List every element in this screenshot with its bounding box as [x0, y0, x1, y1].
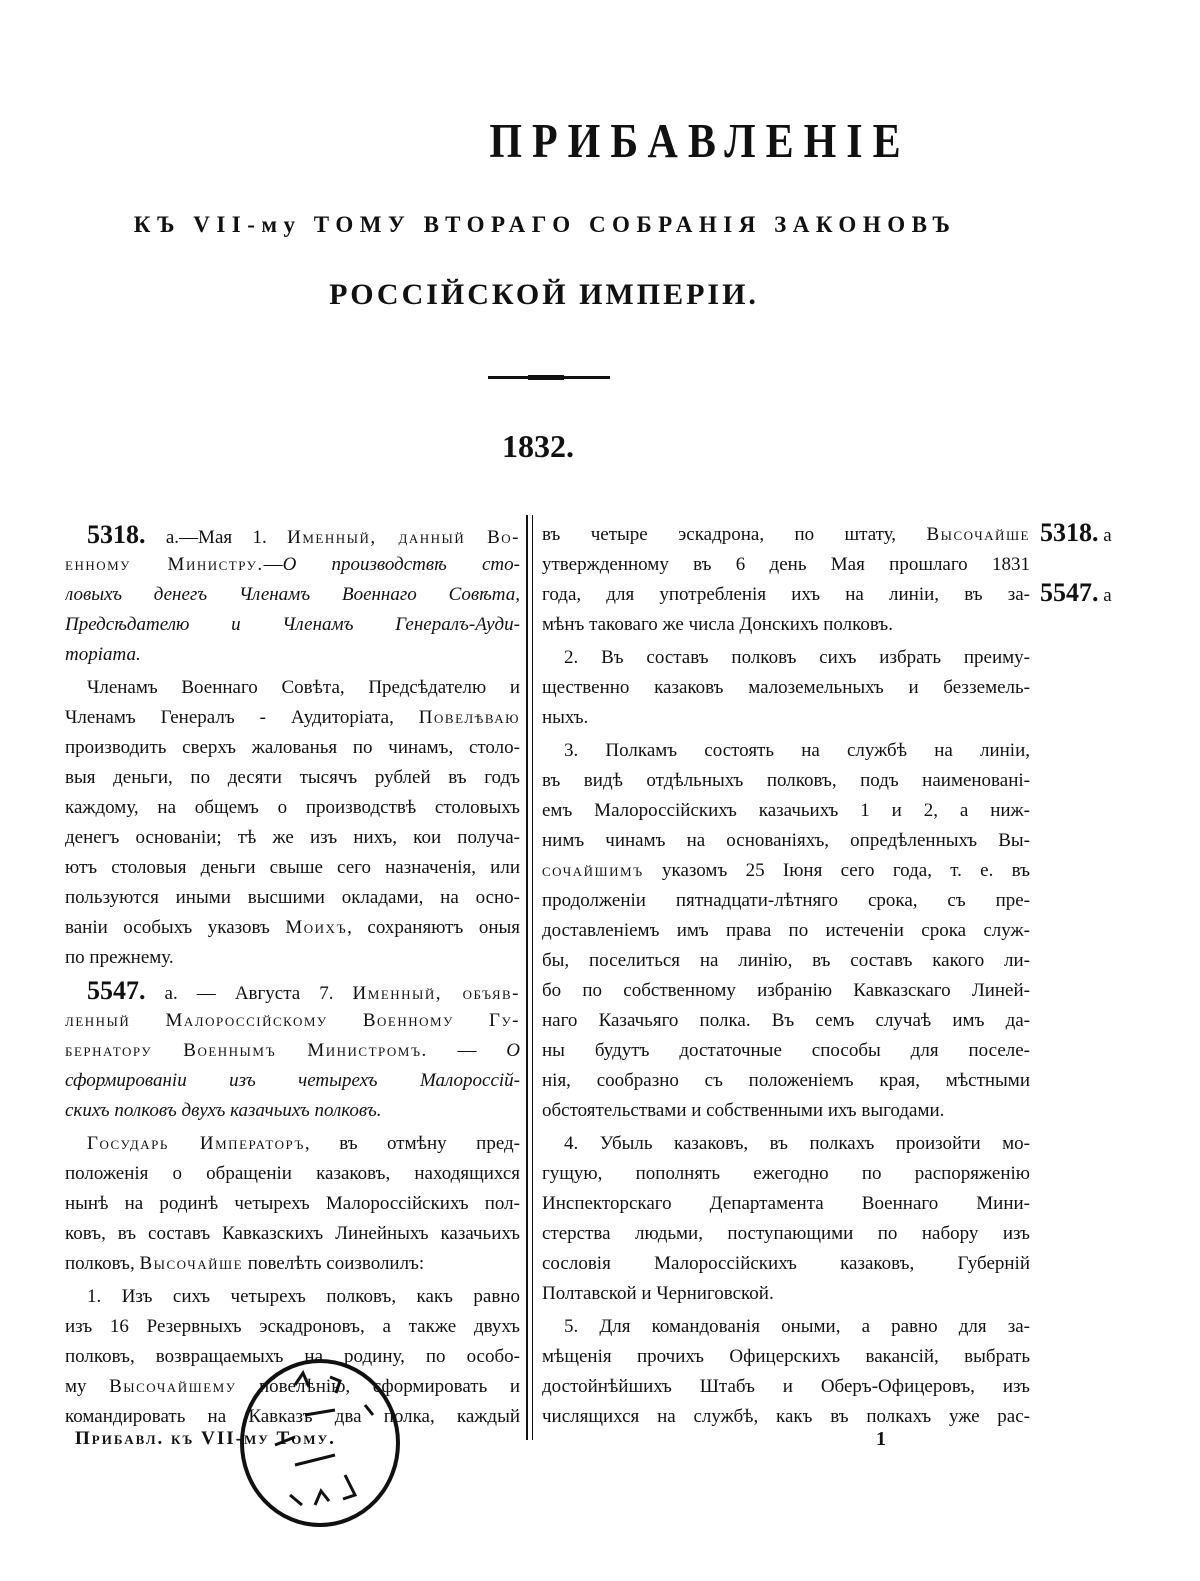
- text-line: [65, 673, 520, 703]
- text-segment: ковъ, въ составъ Кавказскихъ Линейныхъ казачьихъ: [65, 1223, 520, 1244]
- text-segment: стерства людьми, поступающими по набору изъ: [542, 1223, 1030, 1244]
- text-segment: ленный Малороссійскому Военному Гу-: [65, 1010, 520, 1031]
- text-segment: наго Казачьяго полка. Въ семъ случаѣ имъ да-: [542, 1010, 1030, 1031]
- margin-note-suffix: а: [1098, 525, 1112, 546]
- text-segment: Именный, данный Во-: [287, 527, 520, 548]
- text-segment: Членамъ Военнаго Совѣта, Предсѣдателю и: [87, 677, 520, 698]
- text-line: [65, 793, 520, 823]
- text-segment: , въ отмѣну пред-: [304, 1133, 520, 1154]
- text-segment: торіата.: [65, 644, 141, 665]
- text-line: [542, 1036, 1030, 1066]
- text-line: [542, 1096, 1030, 1126]
- text-segment: ваніи особыхъ указовъ: [65, 917, 286, 938]
- text-segment: нія, сообразно съ положеніемъ края, мѣстными: [542, 1070, 1030, 1091]
- text-line: [542, 1159, 1030, 1189]
- text-segment: гущую, пополнять ежегодно по распоряженію: [542, 1163, 1030, 1184]
- text-segment: въ видѣ отдѣльныхъ полковъ, подъ наименованi-: [542, 770, 1030, 791]
- text-segment: Высочайше: [926, 524, 1030, 545]
- page-subtitle: КЪ VII-му ТОМУ ВТОРАГО СОБРАНІЯ ЗАКОНОВЪ: [133, 212, 957, 237]
- paragraph: [542, 736, 1030, 1126]
- text-segment: указомъ 25 Іюня сего года, т. е. въ: [643, 860, 1030, 881]
- text-line: [542, 580, 1030, 610]
- text-segment: сочайшимъ: [542, 860, 644, 881]
- text-line: [65, 763, 520, 793]
- text-segment: сословія Малороссійскихъ казаковъ, Губерній: [542, 1253, 1030, 1274]
- paragraph: [542, 643, 1030, 733]
- text-segment: числящихся на службѣ, какъ въ полкахъ уже рас-: [542, 1406, 1030, 1427]
- text-line: [542, 796, 1030, 826]
- text-line: [65, 823, 520, 853]
- text-segment: продолженіи пятнадцати-лѣтняго срока, съ пре-: [542, 890, 1030, 911]
- text-line: [65, 1249, 520, 1279]
- text-line: [65, 853, 520, 883]
- text-segment: , сохраняютъ оныя: [347, 917, 520, 938]
- text-segment: бернатору Военнымъ Министромъ.: [65, 1040, 428, 1061]
- text-segment: Членамъ Генералъ - Аудиторіата,: [65, 707, 419, 728]
- text-segment: емъ Малороссійскихъ казачьихъ 1 и 2, а ниж-: [542, 800, 1030, 821]
- text-line: [542, 1312, 1030, 1342]
- paragraph: [542, 520, 1030, 640]
- text-segment: а. — Августа 7.: [145, 983, 353, 1004]
- text-segment: му: [65, 1376, 110, 1397]
- library-stamp-icon: [235, 1355, 405, 1530]
- text-segment: ютъ столовыя деньги свыше сего назначенія, или: [65, 857, 520, 878]
- text-line: [542, 916, 1030, 946]
- text-line: [65, 1036, 520, 1066]
- text-segment: выя деньги, по десяти тысячъ рублей въ годъ: [65, 767, 520, 788]
- text-line: [65, 943, 520, 973]
- text-segment: скихъ полковъ двухъ казачьихъ полковъ.: [65, 1100, 382, 1121]
- text-segment: производить сверхъ жалованья по чинамъ, столо-: [65, 737, 520, 758]
- text-line: [542, 826, 1030, 856]
- text-segment: полковъ,: [65, 1253, 140, 1274]
- text-line: [65, 913, 520, 943]
- text-segment: нынѣ на родинѣ четырехъ Малороссійскихъ пол-: [65, 1193, 520, 1214]
- text-segment: достойнѣйшихъ Штабъ и Оберъ-Офицеровъ, изъ: [542, 1376, 1030, 1397]
- text-segment: Инспекторскаго Департамента Военнаго Мини-: [542, 1193, 1030, 1214]
- text-line: [65, 520, 520, 550]
- text-line: [65, 640, 520, 670]
- text-segment: Повелѣваю: [418, 707, 520, 728]
- text-line: [542, 643, 1030, 673]
- column-divider-thin: [532, 515, 533, 1440]
- text-line: [542, 976, 1030, 1006]
- text-segment: О: [506, 1040, 520, 1061]
- column-divider: [526, 515, 528, 1440]
- text-segment: Полтавской и Черниговской.: [542, 1283, 774, 1304]
- text-line: [65, 1066, 520, 1096]
- paragraph: [542, 1312, 1030, 1432]
- page-number: 1: [876, 1428, 886, 1450]
- text-segment: Высочайше: [139, 1253, 244, 1274]
- text-segment: Государь Императоръ: [87, 1133, 305, 1154]
- text-segment: 1. Изъ сихъ четырехъ полковъ, какъ равно: [87, 1286, 520, 1307]
- text-segment: 4. Убыль казаковъ, въ полкахъ произойти мо-: [564, 1133, 1030, 1154]
- text-segment: денегъ основаніи; тѣ же изъ нихъ, кои получа-: [65, 827, 520, 848]
- text-line: [65, 610, 520, 640]
- paragraph: [65, 976, 520, 1126]
- text-line: [542, 1249, 1030, 1279]
- text-segment: каждому, на общемъ о производствѣ столовыхъ: [65, 797, 520, 818]
- text-line: [65, 1312, 520, 1342]
- text-line: [65, 1189, 520, 1219]
- text-line: [65, 976, 520, 1006]
- text-line: [542, 1402, 1030, 1432]
- text-line: [542, 1342, 1030, 1372]
- margin-note-number: 5318.: [1040, 518, 1099, 547]
- text-segment: пользуются иными высшими окладами, на осно-: [65, 887, 520, 908]
- text-segment: Высочайшему: [109, 1376, 237, 1397]
- text-line: [542, 1279, 1030, 1309]
- margin-note-suffix: а: [1098, 585, 1112, 606]
- text-line: [65, 703, 520, 733]
- text-segment: изъ 16 Резервныхъ эскадроновъ, а также двухъ: [65, 1316, 520, 1337]
- text-line: [542, 946, 1030, 976]
- text-segment: 2. Въ составъ полковъ сихъ избрать преиму-: [564, 647, 1030, 668]
- page-subtitle-empire: РОССІЙСКОЙ ИМПЕРІИ.: [329, 278, 759, 311]
- text-segment: мѣщенія прочихъ Офицерскихъ вакансій, выбрать: [542, 1346, 1030, 1367]
- text-segment: Предсѣдателю и Членамъ Генералъ-Ауди-: [65, 614, 520, 635]
- text-segment: —: [427, 1040, 507, 1061]
- text-segment: повелѣнію, сформировать и: [236, 1376, 520, 1397]
- text-segment: обстоятельствами и собственными ихъ выгодами.: [542, 1100, 945, 1121]
- paragraph: [65, 520, 520, 670]
- text-line: [65, 733, 520, 763]
- text-segment: по прежнему.: [65, 947, 174, 968]
- text-segment: Моихъ: [285, 917, 348, 938]
- text-line: [65, 1006, 520, 1036]
- text-segment: бы, поселиться на линію, въ составъ какого ли-: [542, 950, 1030, 971]
- text-line: [542, 1219, 1030, 1249]
- text-segment: доставленіемъ имъ права по истеченіи срока служ-: [542, 920, 1030, 941]
- text-line: [542, 886, 1030, 916]
- year-heading: 1832.: [502, 428, 574, 464]
- footer-signature: Прибавл. къ VII-му Тому.: [75, 1428, 336, 1449]
- text-segment: сформированіи изъ четырехъ Малороссій-: [65, 1070, 520, 1091]
- margin-note-5547: [1040, 578, 1112, 608]
- text-segment: въ четыре эскадрона, по штату,: [542, 524, 927, 545]
- text-segment: нимъ чинамъ на основаніяхъ, опредѣленныхъ Вы-: [542, 830, 1030, 851]
- text-line: [542, 1372, 1030, 1402]
- left-column: [65, 520, 520, 1435]
- page-title: ПРИБАВЛЕНІЕ: [489, 115, 911, 169]
- paragraph: [542, 1129, 1030, 1309]
- text-line: [542, 1066, 1030, 1096]
- ornamental-rule: [488, 376, 610, 379]
- text-segment: О производствѣ сто-: [282, 554, 520, 575]
- text-segment: 5. Для командованія оными, а равно для за-: [564, 1316, 1030, 1337]
- text-line: [65, 1282, 520, 1312]
- text-line: [542, 766, 1030, 796]
- paragraph: [65, 1129, 520, 1279]
- text-segment: командировать на Кавказъ два полка, каждый: [65, 1406, 520, 1427]
- text-line: [65, 1219, 520, 1249]
- margin-note-5318: [1040, 518, 1112, 548]
- text-segment: Именный, объяв-: [352, 983, 520, 1004]
- paragraph: [65, 673, 520, 973]
- margin-note-number: 5547.: [1040, 578, 1099, 607]
- text-line: [542, 520, 1030, 550]
- text-line: [542, 610, 1030, 640]
- text-line: [542, 736, 1030, 766]
- text-segment: года, для употребленія ихъ на линіи, въ за-: [542, 584, 1030, 605]
- text-segment: а.—Мая 1.: [145, 527, 288, 548]
- text-segment: повелѣть соизволилъ:: [243, 1253, 425, 1274]
- text-segment: щественно казаковъ малоземельныхъ и безземель-: [542, 677, 1030, 698]
- text-segment: утвержденному въ 6 день Мая прошлаго 1831: [542, 554, 1030, 575]
- right-column: [542, 520, 1030, 1435]
- law-number: 5318.: [87, 520, 146, 549]
- text-line: [65, 1129, 520, 1159]
- law-number: 5547.: [87, 976, 146, 1005]
- text-segment: ловыхъ денегъ Членамъ Военнаго Совѣта,: [65, 584, 520, 605]
- text-segment: полковъ, возвращаемыхъ на родину, по особо-: [65, 1346, 520, 1367]
- text-line: [542, 1006, 1030, 1036]
- text-segment: 3. Полкамъ состоять на службѣ на линіи,: [564, 740, 1030, 761]
- text-segment: —: [263, 554, 283, 575]
- text-line: [542, 550, 1030, 580]
- text-line: [542, 1129, 1030, 1159]
- text-line: [65, 1159, 520, 1189]
- text-segment: ныхъ.: [542, 707, 589, 728]
- text-line: [65, 883, 520, 913]
- text-line: [542, 1189, 1030, 1219]
- text-segment: ны будутъ достаточные способы для поселе-: [542, 1040, 1030, 1061]
- text-segment: мѣнъ таковаго же числа Донскихъ полковъ.: [542, 614, 893, 635]
- text-line: [65, 550, 520, 580]
- text-line: [65, 1096, 520, 1126]
- text-line: [542, 703, 1030, 733]
- text-line: [542, 673, 1030, 703]
- text-segment: бо по собственному избранію Кавказскаго Линей-: [542, 980, 1030, 1001]
- text-line: [542, 856, 1030, 886]
- text-line: [65, 580, 520, 610]
- text-segment: енному Министру.: [65, 554, 264, 575]
- text-segment: положенія о обращеніи казаковъ, находящихся: [65, 1163, 520, 1184]
